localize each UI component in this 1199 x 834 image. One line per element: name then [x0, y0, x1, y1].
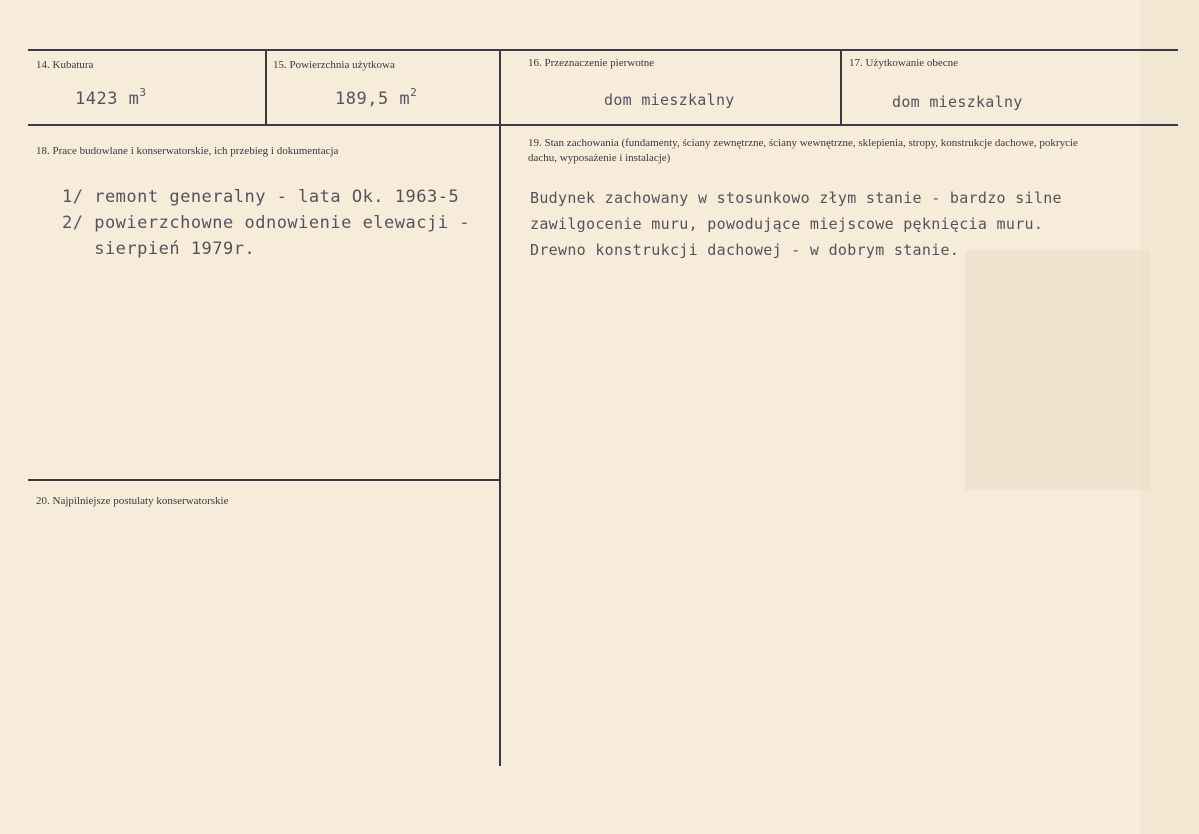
paper-stain — [965, 250, 1150, 490]
field-19-text — [530, 185, 1062, 263]
divider-14-15 — [265, 49, 267, 125]
field-15-value — [335, 86, 417, 109]
top-rule — [28, 49, 1178, 51]
field-17-value: dom mieszkalny — [892, 93, 1023, 111]
field-15-value-text: 189,5 m — [335, 89, 411, 109]
divider-16-17 — [840, 49, 842, 125]
field-14-value-text: 1423 m — [75, 89, 140, 109]
field-18-line: sierpień 1979r. — [62, 239, 256, 259]
field-19-line: Drewno konstrukcji dachowej - w dobrym stanie. — [530, 241, 960, 259]
field-17-label: 17. Użytkowanie obecne — [849, 57, 959, 69]
divider-main — [499, 49, 501, 766]
field-18-label: 18. Prace budowlane i konserwatorskie, ich przebieg i dokumentacja — [36, 145, 339, 157]
field-16-value: dom mieszkalny — [604, 91, 735, 109]
field-15-label: 15. Powierzchnia użytkowa — [273, 59, 395, 71]
field-14-label: 14. Kubatura — [36, 59, 94, 71]
field-15-unit-sup: 2 — [410, 86, 418, 99]
field-18-text — [62, 184, 470, 262]
field-19-line: Budynek zachowany w stosunkowo złym stanie - bardzo silne — [530, 189, 1062, 207]
field-14-value — [75, 86, 147, 109]
section18-bottom-rule — [28, 479, 500, 481]
row1-bottom-rule — [28, 124, 1178, 126]
field-20-label: 20. Najpilniejsze postulaty konserwatorskie — [36, 495, 229, 507]
field-18-line: 2/ powierzchowne odnowienie elewacji - — [62, 213, 470, 233]
field-19-label: 19. Stan zachowania (fundamenty, ściany zewnętrzne, ściany wewnętrzne, sklepienia, stropy, konstrukcje dachowe, pokrycie dachu, wyposażenie i instalacje) — [528, 137, 1078, 164]
field-19-line: zawilgocenie muru, powodujące miejscowe pęknięcia muru. — [530, 215, 1044, 233]
field-18-line: 1/ remont generalny - lata Ok. 1963-5 — [62, 187, 460, 207]
field-16-label: 16. Przeznaczenie pierwotne — [528, 57, 655, 69]
field-14-unit-sup: 3 — [139, 86, 147, 99]
